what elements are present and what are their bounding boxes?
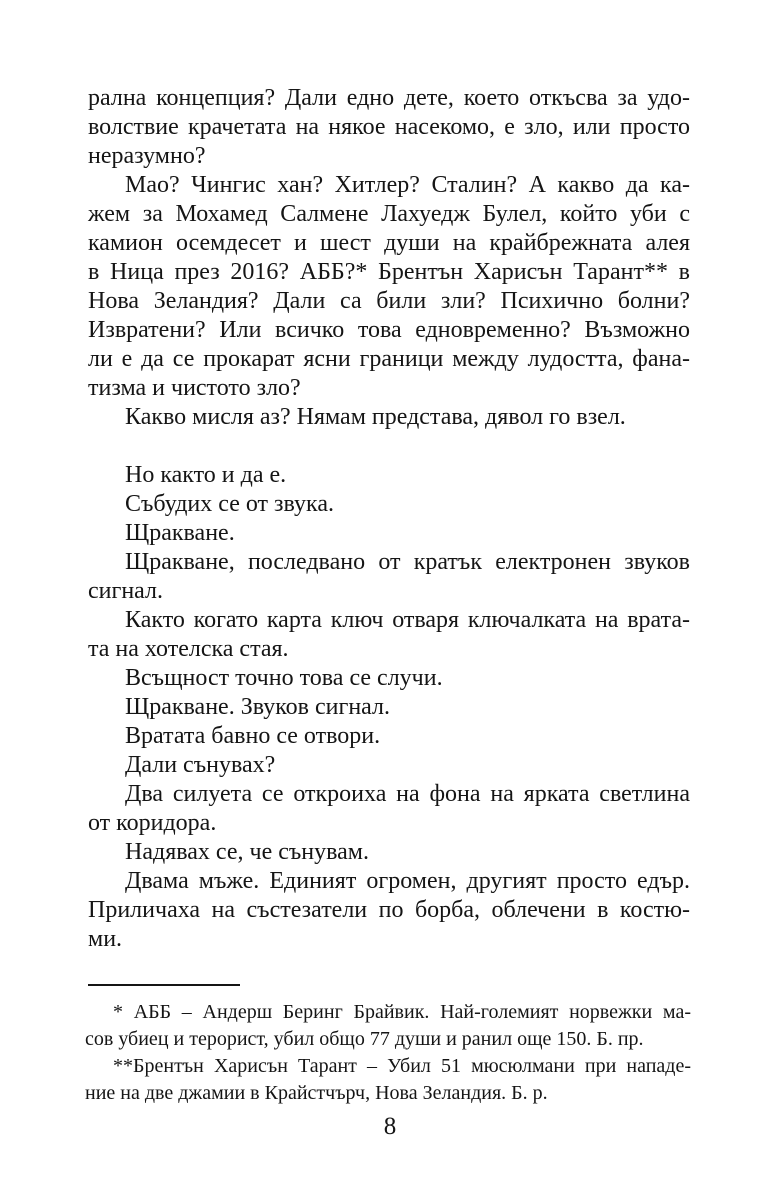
blank-line [88, 432, 690, 461]
text-line: Събудих се от звука. [125, 491, 334, 517]
text-line: Два силуета се откроиха на фона на ярката светлина [125, 781, 690, 807]
text-line: Всъщност точно това се случи. [125, 665, 443, 691]
text-line: Щракване. Звуков сигнал. [125, 694, 391, 720]
footnotes [85, 999, 691, 1107]
text-line: рална концепция? Дали едно дете, което откъсва за удо- [88, 85, 690, 111]
text-line: Както когато карта ключ отваря ключалката на врата- [125, 607, 690, 633]
text-line: Но както и да е. [125, 462, 287, 488]
text-line: ние на две джамии в Крайстчърч, Нова Зеландия. Б. р. [85, 1082, 548, 1104]
page-number: 8 [383, 1113, 397, 1140]
text-line: тизма и чистото зло? [88, 375, 301, 401]
text-line: **Брентън Харисън Тарант – Убил 51 мюсюлмани при нападе- [113, 1055, 691, 1077]
text-line: ли е да се прокарат ясни граници между лудостта, фана- [88, 346, 690, 372]
text-line: Извратени? Или всичко това едновременно? Възможно [88, 317, 690, 343]
text-line: неразумно? [88, 143, 206, 169]
text-line: камион осемдесет и шест души на крайбрежната алея [88, 230, 690, 256]
text-line: Приличаха на състезатели по борба, облечени в костю- [88, 897, 690, 923]
text-line: ми. [88, 926, 123, 952]
text-line: та на хотелска стая. [88, 636, 289, 662]
text-line: * АББ – Андерш Беринг Брайвик. Най-големият норвежки ма- [113, 1001, 691, 1023]
text-line: Вратата бавно се отвори. [125, 723, 381, 749]
text-line: сигнал. [88, 578, 164, 604]
text-line: Щракване, последвано от кратък електронен звуков [125, 549, 690, 575]
text-line: Надявах се, че сънувам. [125, 839, 369, 865]
body-text [88, 84, 690, 954]
text-line: Нова Зеландия? Дали са били зли? Психично болни? [88, 288, 690, 314]
text-line: Какво мисля аз? Нямам представа, дявол го взел. [125, 404, 626, 430]
text-line: Мао? Чингис хан? Хитлер? Сталин? А какво да ка- [125, 172, 690, 198]
text-line: Дали сънувах? [125, 752, 276, 778]
text-line: Двама мъже. Единият огромен, другият просто едър. [125, 868, 690, 894]
text-line: от коридора. [88, 810, 217, 836]
text-line: в Ница през 2016? АББ?* Брентън Харисън Тарант** в [88, 259, 690, 285]
text-line: жем за Мохамед Салмене Лахуедж Булел, който уби с [88, 201, 690, 227]
text-line: сов убиец и терорист, убил общо 77 души и ранил още 150. Б. пр. [85, 1028, 644, 1050]
text-line: волствие крачетата на някое насекомо, е зло, или просто [88, 114, 690, 140]
footnote-separator [88, 984, 240, 986]
text-line: Щракване. [125, 520, 235, 546]
